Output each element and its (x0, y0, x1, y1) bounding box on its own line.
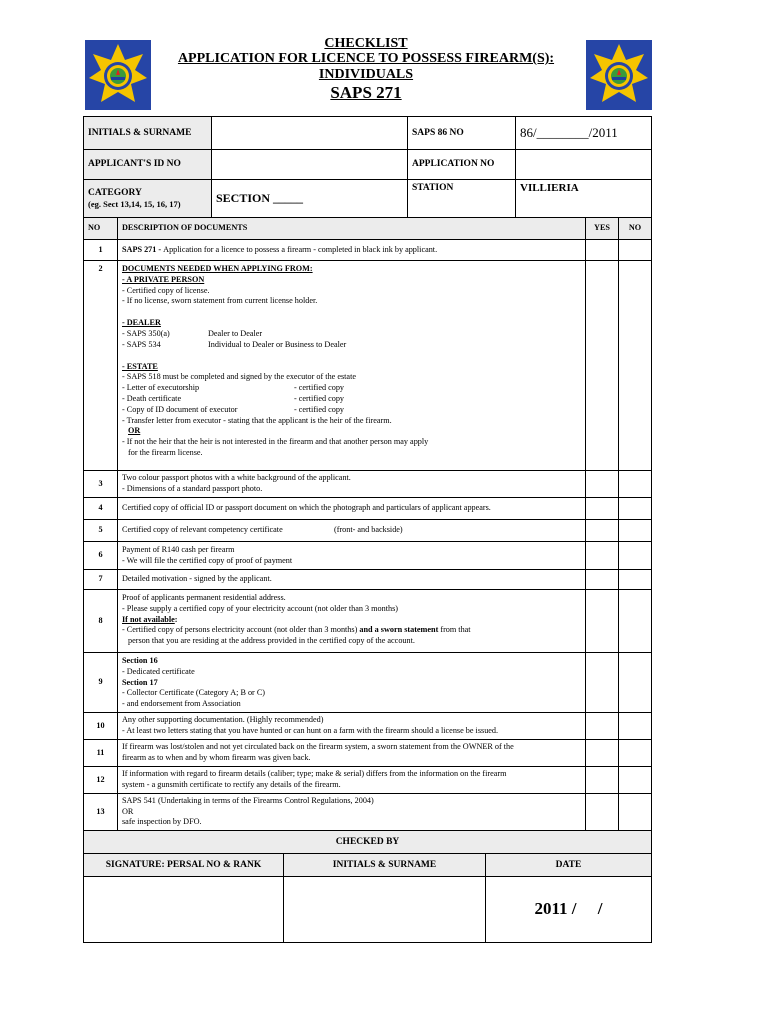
row-line-2: - Dimensions of a standard passport photo. (122, 484, 263, 493)
no-checkbox[interactable] (619, 498, 652, 520)
application-no-field[interactable] (516, 150, 652, 180)
estate-line-1: - SAPS 518 must be completed and signed by the executor of the estate (122, 372, 356, 382)
date-label: DATE (486, 854, 652, 877)
saps86-field[interactable]: 86/________/2011 (516, 117, 652, 150)
station-label: STATION (408, 180, 516, 218)
col-no-header: NO (84, 218, 118, 240)
estate-or: OR (128, 426, 141, 436)
station-field[interactable]: VILLIERIA (516, 180, 652, 218)
row-number: 8 (84, 590, 118, 653)
category-hint: (eg. Sect 13,14, 15, 16, 17) (88, 198, 181, 209)
checklist-row (84, 590, 652, 653)
applicant-id-label: APPLICANT'S ID NO (84, 150, 212, 180)
header-subtitle-1: APPLICATION FOR LICENCE TO POSSESS FIREARM(S): (177, 51, 555, 66)
estate-line-3 (122, 394, 581, 405)
row-description (118, 261, 586, 471)
checklist-row (84, 261, 652, 471)
row-description: Certified copy of official ID or passport document on which the photograph and particulars of applicant appears. (118, 498, 586, 520)
estate-line-4 (122, 405, 581, 416)
signature-label: SIGNATURE: PERSAL NO & RANK (84, 854, 284, 877)
row-number: 2 (84, 261, 118, 471)
row-line-1: Two colour passport photos with a white background of the applicant. (122, 473, 351, 483)
estate-heading: - ESTATE (122, 361, 158, 371)
checker-initials-label: INITIALS & SURNAME (284, 854, 486, 877)
application-no-label: APPLICATION NO (408, 150, 516, 180)
dealer-line-1 (122, 329, 581, 340)
signature-field[interactable] (84, 877, 284, 943)
documents-heading: DOCUMENTS NEEDED WHEN APPLYING FROM: (122, 264, 313, 273)
checklist-row (84, 520, 652, 542)
row-line-4: - Collector Certificate (Category A; B or C) (122, 688, 266, 698)
checklist-row (84, 498, 652, 520)
col-yes-header: YES (586, 218, 619, 240)
estate-doc-4: - Copy of ID document of executor (122, 404, 238, 414)
no-checkbox[interactable] (619, 240, 652, 261)
row-line-4a: - Certified copy of persons electricity account (not older than 3 months) (122, 625, 360, 635)
estate-line-2 (122, 383, 581, 394)
yes-checkbox[interactable] (586, 261, 619, 471)
row-description (118, 240, 586, 261)
row-description: Detailed motivation - signed by the applicant. (118, 570, 586, 590)
document-header (150, 36, 582, 103)
row-description (118, 542, 586, 570)
row-bold-text: SAPS 271 - (122, 244, 164, 254)
no-checkbox[interactable] (619, 794, 652, 831)
no-checkbox[interactable] (619, 740, 652, 767)
row-line-3: safe inspection by DFO. (122, 817, 202, 827)
dealer-desc-1: Dealer to Dealer (208, 328, 263, 338)
row-description (118, 471, 586, 498)
row-number: 9 (84, 653, 118, 713)
estate-doc-3: - Death certificate (122, 393, 182, 403)
row-description (118, 767, 586, 794)
category-cell (84, 180, 212, 218)
row-line-1: If firearm was lost/stolen and not yet circulated back on the firearm system, a sworn statement from the OWNER of the (122, 742, 514, 752)
no-checkbox[interactable] (619, 542, 652, 570)
row-line-2: (front- and backside) (334, 525, 403, 535)
dealer-form-1: - SAPS 350(a) (122, 328, 170, 338)
row-number: 7 (84, 570, 118, 590)
row-line-1: Payment of R140 cash per firearm (122, 544, 235, 554)
yes-checkbox[interactable] (586, 740, 619, 767)
no-checkbox[interactable] (619, 261, 652, 471)
estate-note-3: - certified copy (294, 393, 345, 403)
row-line-2: firearm as to when and by whom firearm was given back. (122, 753, 311, 762)
row-line-3: Section 17 (122, 677, 158, 687)
row-line-2: OR (122, 806, 134, 816)
date-field[interactable]: 2011 / / (486, 877, 652, 943)
yes-checkbox[interactable] (586, 240, 619, 261)
row-line-4b: and a sworn statement (359, 625, 439, 635)
checklist-row (84, 794, 652, 831)
saps-emblem-right-icon (586, 40, 652, 110)
row-number: 13 (84, 794, 118, 831)
checklist-row (84, 240, 652, 261)
yes-checkbox[interactable] (586, 590, 619, 653)
checklist-row (84, 740, 652, 767)
no-checkbox[interactable] (619, 520, 652, 542)
row-line-2: - Dedicated certificate (122, 666, 195, 676)
checklist-row (84, 570, 652, 590)
section-field[interactable]: SECTION _____ (212, 180, 408, 218)
row-line-2: - Please supply a certified copy of your electricity account (not older than 3 months) (122, 603, 399, 613)
checked-by-table (83, 830, 652, 943)
row-line-5: person that you are residing at the address provided in the certified copy of the account. (128, 636, 415, 646)
no-checkbox[interactable] (619, 713, 652, 740)
estate-note-4: - certified copy (294, 404, 345, 414)
private-line-1: - Certified copy of license. (122, 285, 210, 295)
dealer-form-2: - SAPS 534 (122, 339, 161, 349)
yes-checkbox[interactable] (586, 713, 619, 740)
checklist-row (84, 767, 652, 794)
yes-checkbox[interactable] (586, 570, 619, 590)
checklist-row (84, 471, 652, 498)
initials-surname-label: INITIALS & SURNAME (84, 117, 212, 150)
row-description (118, 520, 586, 542)
row-line-1: SAPS 541 (Undertaking in terms of the Firearms Control Regulations, 2004) (122, 795, 374, 805)
no-checkbox[interactable] (619, 471, 652, 498)
row-number: 3 (84, 471, 118, 498)
row-line-1: Certified copy of relevant competency certificate (122, 525, 283, 535)
saps-emblem-left-icon (85, 40, 151, 110)
row-line-4c: from that (438, 625, 471, 635)
row-description (118, 794, 586, 831)
row-line-1: Proof of applicants permanent residential address. (122, 593, 286, 602)
private-line-2: - If no license, sworn statement from current license holder. (122, 296, 318, 306)
row-number: 11 (84, 740, 118, 767)
row-description (118, 653, 586, 713)
row-line-2: - We will file the certified copy of proof of payment (122, 555, 293, 565)
row-number: 10 (84, 713, 118, 740)
header-form-no: SAPS 271 (330, 83, 402, 102)
applicant-info-table (83, 116, 652, 218)
checklist-row (84, 653, 652, 713)
colon: : (174, 614, 178, 624)
initials-surname-field[interactable] (212, 117, 408, 150)
yes-checkbox[interactable] (586, 767, 619, 794)
if-not-available: If not available (122, 614, 175, 624)
checker-initials-field[interactable] (284, 877, 486, 943)
estate-doc-2: - Letter of executorship (122, 383, 200, 393)
category-label: CATEGORY (88, 187, 142, 198)
dealer-heading: - DEALER (122, 318, 161, 328)
documents-checklist-table (83, 217, 652, 831)
row-line-1: If information with regard to firearm details (caliber; type; make & serial) differs from the information on the firearm (122, 769, 507, 779)
yes-checkbox[interactable] (586, 542, 619, 570)
header-title: CHECKLIST (324, 36, 408, 51)
row-number: 1 (84, 240, 118, 261)
checklist-row (84, 542, 652, 570)
yes-checkbox[interactable] (586, 653, 619, 713)
row-number: 6 (84, 542, 118, 570)
header-subtitle-2: INDIVIDUALS (318, 67, 414, 82)
estate-note-2: - certified copy (294, 383, 345, 393)
saps86-label: SAPS 86 NO (408, 117, 516, 150)
yes-checkbox[interactable] (586, 471, 619, 498)
col-no2-header: NO (619, 218, 652, 240)
checked-by-title: CHECKED BY (84, 831, 652, 854)
private-person-heading: - A PRIVATE PERSON (122, 274, 205, 284)
estate-line-6: - If not the heir that the heir is not interested in the firearm and that another person may apply (122, 437, 429, 447)
dealer-desc-2: Individual to Dealer or Business to Dealer (208, 339, 347, 349)
row-line-4 (122, 625, 581, 636)
row-description (118, 713, 586, 740)
estate-line-5: - Transfer letter from executor - stating that the applicant is the heir of the firearm. (122, 415, 392, 425)
no-checkbox[interactable] (619, 570, 652, 590)
row-text: Application for a licence to possess a firearm - completed in black ink by applicant. (163, 244, 438, 254)
applicant-id-field[interactable] (212, 150, 408, 180)
checklist-row (84, 713, 652, 740)
estate-line-7: for the firearm license. (128, 447, 203, 457)
yes-checkbox[interactable] (586, 520, 619, 542)
row-description (118, 590, 586, 653)
yes-checkbox[interactable] (586, 794, 619, 831)
row-line-2: - At least two letters stating that you have hunted or can hunt on a farm with the firearm should a license be issued. (122, 726, 499, 735)
row-line-5: - and endorsement from Association (122, 699, 241, 709)
col-desc-header: DESCRIPTION OF DOCUMENTS (118, 218, 586, 240)
dealer-line-2 (122, 340, 581, 351)
row-number: 12 (84, 767, 118, 794)
row-number: 4 (84, 498, 118, 520)
row-description (118, 740, 586, 767)
row-line-2: system - a gunsmith certificate to rectify any details of the firearm. (122, 780, 341, 789)
row-line-1: Any other supporting documentation. (Highly recommended) (122, 715, 324, 725)
row-number: 5 (84, 520, 118, 542)
row-line-3 (122, 615, 581, 626)
row-line-1: Section 16 (122, 656, 158, 665)
yes-checkbox[interactable] (586, 498, 619, 520)
no-checkbox[interactable] (619, 653, 652, 713)
no-checkbox[interactable] (619, 767, 652, 794)
no-checkbox[interactable] (619, 590, 652, 653)
